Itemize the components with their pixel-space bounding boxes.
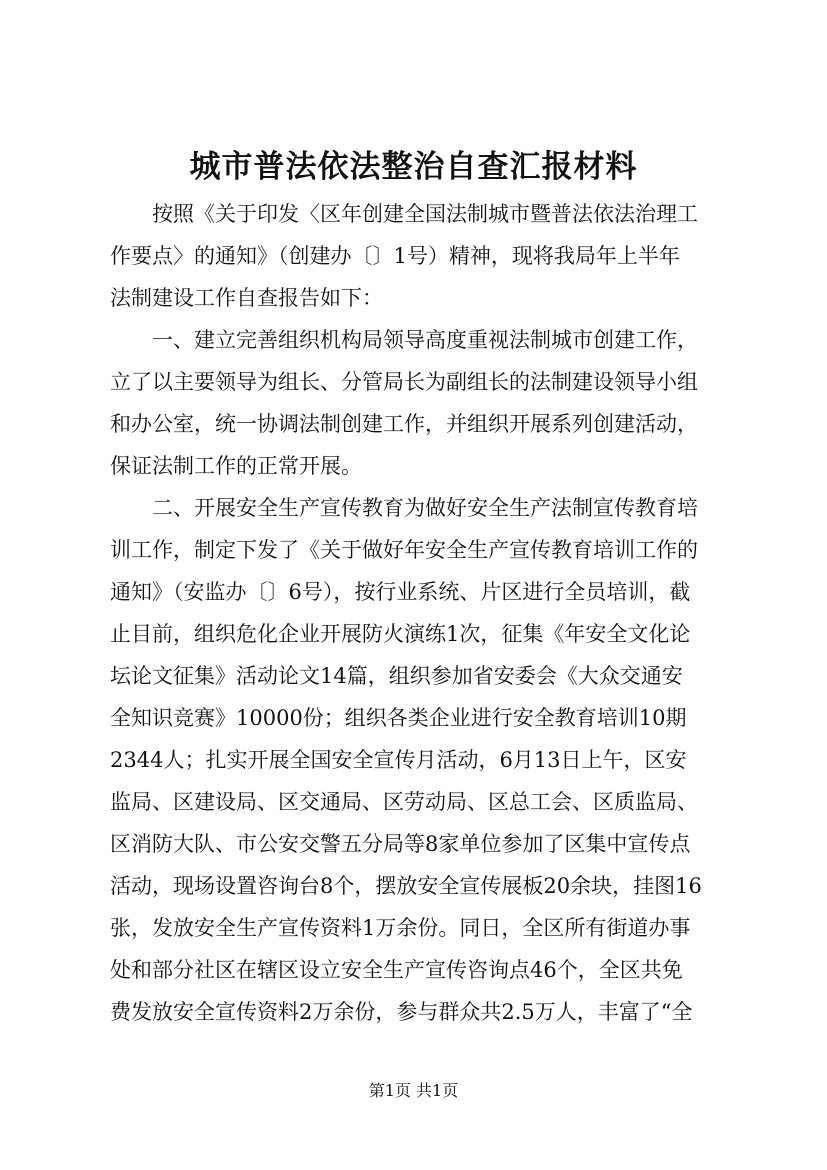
body-line: 全知识竞赛》10000份；组织各类企业进行安全教育培训10期: [110, 706, 687, 730]
body-line: 活动，现场设置咨询台8个，摆放安全宣传展板20余块，挂图16: [110, 874, 702, 898]
body-line: 作要点〉的通知》（创建办〔〕1号）精神，现将我局年上半年: [110, 244, 680, 268]
body-line: 和办公室，统一协调法制创建工作，并组织开展系列创建活动，: [110, 412, 698, 436]
body-line: 通知》（安监办〔〕6号），按行业系统、片区进行全员培训，截: [110, 580, 691, 604]
body-line: 止目前，组织危化企业开展防火演练1次，征集《年安全文化论: [110, 622, 691, 646]
body-line: 立了以主要领导为组长、分管局长为副组长的法制建设领导小组: [110, 370, 698, 394]
body-line: 2344人；扎实开展全国安全宣传月活动，6月13日上午，区安: [110, 748, 687, 772]
body-line: 费发放安全宣传资料2万余份，参与群众共2.5万人，丰富了“全: [110, 1000, 693, 1024]
page-footer: 第1页 共1页: [368, 1081, 459, 1100]
body-line: 法制建设工作自查报告如下：: [110, 286, 383, 310]
body-line: 二、开展安全生产宣传教育为做好安全生产法制宣传教育培: [110, 496, 698, 520]
body-line: 区消防大队、市公安交警五分局等8家单位参加了区集中宣传点: [110, 832, 691, 856]
body-line: 训工作，制定下发了《关于做好年安全生产宣传教育培训工作的: [110, 538, 698, 562]
body-line: 监局、区建设局、区交通局、区劳动局、区总工会、区质监局、: [110, 790, 698, 814]
body-line: 按照《关于印发〈区年创建全国法制城市暨普法依法治理工: [110, 202, 698, 226]
body-line: 处和部分社区在辖区设立安全生产宣传咨询点46个，全区共免: [110, 958, 683, 982]
body-line: 保证法制工作的正常开展。: [110, 454, 362, 478]
body-line: 张，发放安全生产宣传资料1万余份。同日，全区所有街道办事: [110, 916, 691, 940]
body-line: 坛论文征集》活动论文14篇，组织参加省安委会《大众交通安: [110, 664, 683, 688]
document-title: 城市普法依法整治自查汇报材料: [189, 149, 638, 185]
body-line: 一、建立完善组织机构局领导高度重视法制城市创建工作，: [110, 328, 698, 352]
